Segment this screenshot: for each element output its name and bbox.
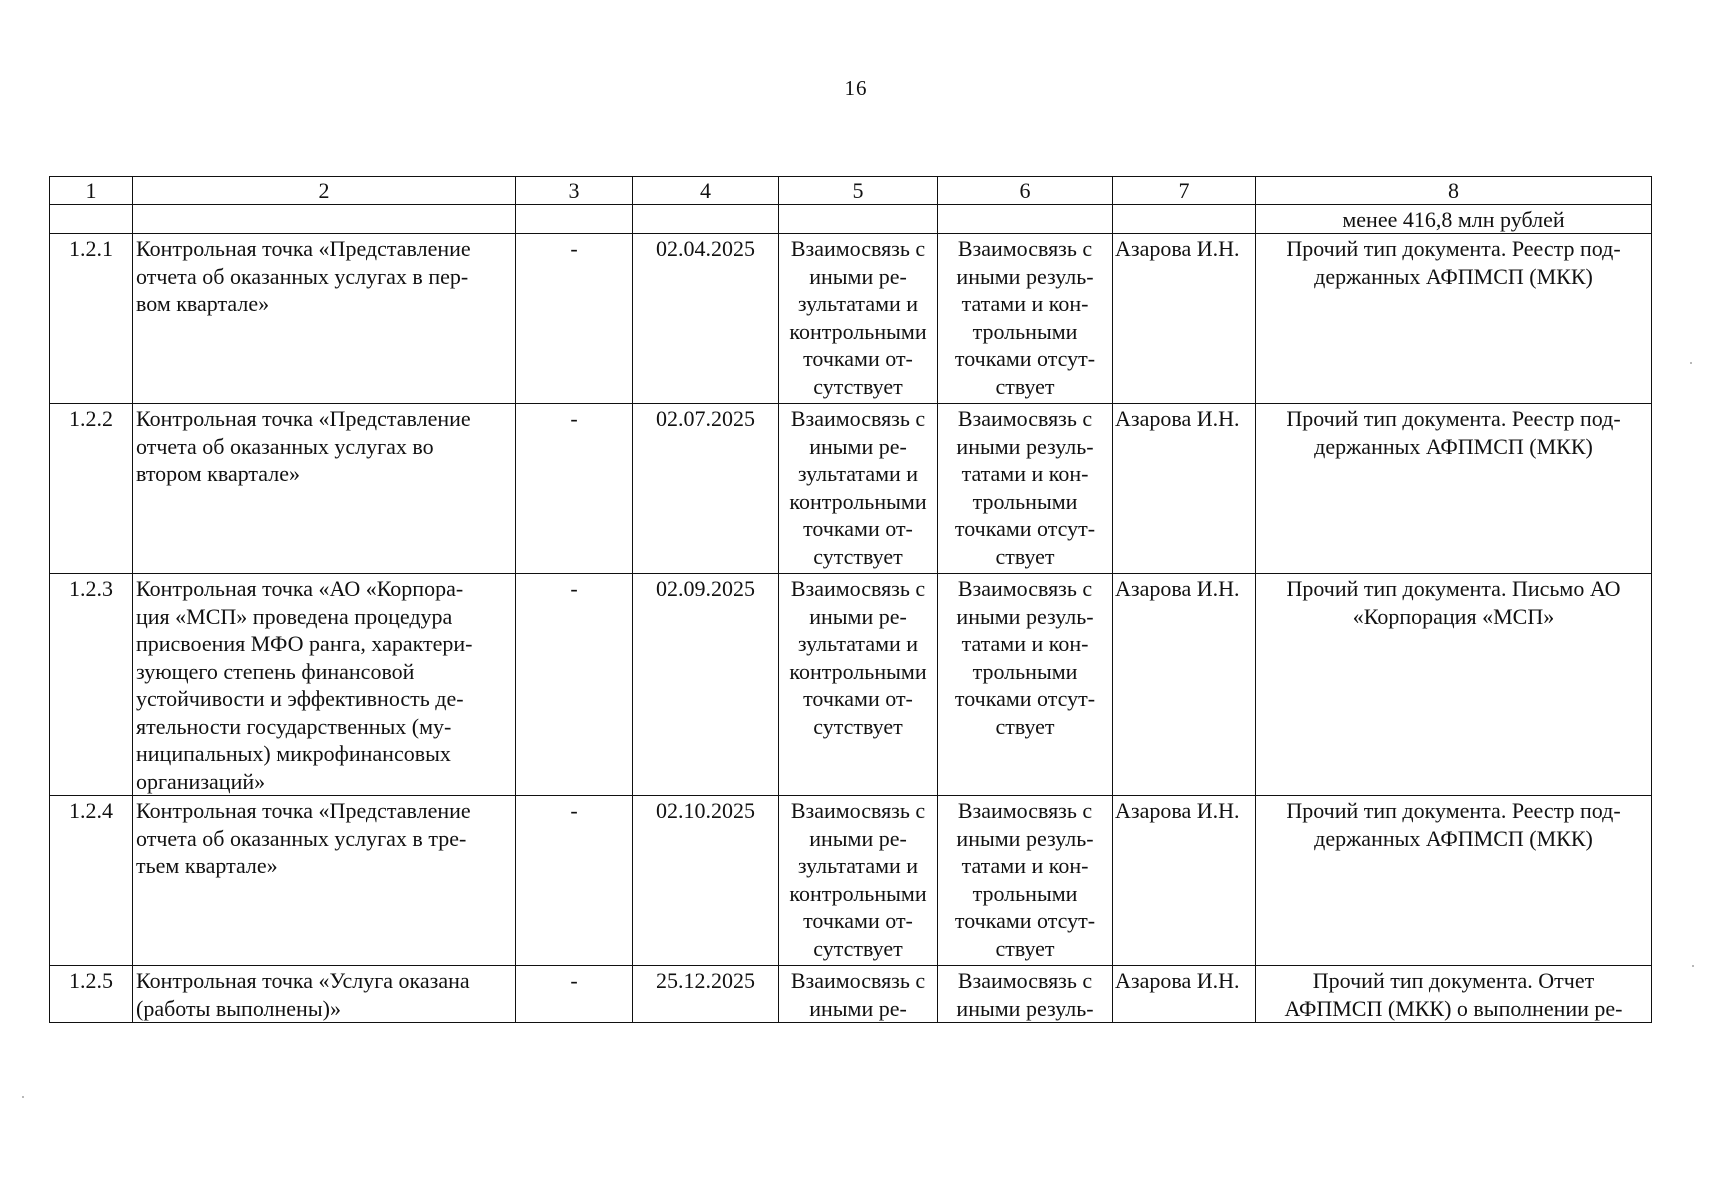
cell-responsible: Азарова И.Н. [1113, 966, 1256, 1023]
cell-name [133, 205, 516, 234]
table-row [50, 796, 1652, 966]
table-body [50, 205, 1652, 1023]
column-header-6: 6 [938, 177, 1113, 205]
scan-speck [1692, 965, 1694, 967]
cell-relation-1: Взаимосвязь с иными ре- зультатами и контрольными точками от- сутствует [779, 404, 938, 574]
cell-date [633, 205, 779, 234]
cell-date: 25.12.2025 [633, 966, 779, 1023]
cell-relation-2: Взаимосвязь с иными резуль- татами и кон- трольными точками отсут- ствует [938, 574, 1113, 796]
cell-col3: - [516, 574, 633, 796]
cell-document: Прочий тип документа. Отчет АФПМСП (МКК) о выполнении ре- [1256, 966, 1652, 1023]
cell-relation-2: Взаимосвязь с иными резуль- татами и кон- трольными точками отсут- ствует [938, 234, 1113, 404]
cell-col3: - [516, 404, 633, 574]
table-row [50, 234, 1652, 404]
header-row [50, 177, 1652, 205]
cell-responsible: Азарова И.Н. [1113, 796, 1256, 966]
control-points-table [49, 176, 1652, 1023]
cell-relation-2 [938, 205, 1113, 234]
cell-responsible: Азарова И.Н. [1113, 234, 1256, 404]
column-header-4: 4 [633, 177, 779, 205]
cell-date: 02.09.2025 [633, 574, 779, 796]
cell-relation-1: Взаимосвязь с иными ре- [779, 966, 938, 1023]
table-row [50, 404, 1652, 574]
cell-number: 1.2.2 [50, 404, 133, 574]
cell-name: Контрольная точка «АО «Корпора- ция «МСП» проведена процедура присвоения МФО ранга, характери- зующего степень финансовой устойчивости и эффективность де- ятельности государственных (му- ниципальных) микрофинансовых организаций» [133, 574, 516, 796]
cell-responsible: Азарова И.Н. [1113, 404, 1256, 574]
scan-speck [1690, 362, 1692, 364]
cell-date: 02.10.2025 [633, 796, 779, 966]
cell-relation-1: Взаимосвязь с иными ре- зультатами и контрольными точками от- сутствует [779, 796, 938, 966]
scan-speck [22, 1096, 24, 1098]
table-row [50, 574, 1652, 796]
cell-relation-2: Взаимосвязь с иными резуль- татами и кон- трольными точками отсут- ствует [938, 404, 1113, 574]
cell-relation-2: Взаимосвязь с иными резуль- татами и кон- трольными точками отсут- ствует [938, 796, 1113, 966]
table-row [50, 966, 1652, 1023]
cell-document: менее 416,8 млн рублей [1256, 205, 1652, 234]
cell-name: Контрольная точка «Представление отчета об оказанных услугах в пер- вом квартале» [133, 234, 516, 404]
cell-number: 1.2.3 [50, 574, 133, 796]
cell-responsible [1113, 205, 1256, 234]
page-number: 16 [844, 76, 868, 100]
column-header-5: 5 [779, 177, 938, 205]
column-header-8: 8 [1256, 177, 1652, 205]
column-header-2: 2 [133, 177, 516, 205]
cell-name: Контрольная точка «Представление отчета об оказанных услугах в тре- тьем квартале» [133, 796, 516, 966]
cell-number: 1.2.4 [50, 796, 133, 966]
cell-col3: - [516, 234, 633, 404]
cell-col3: - [516, 796, 633, 966]
cell-relation-2: Взаимосвязь с иными резуль- [938, 966, 1113, 1023]
column-header-7: 7 [1113, 177, 1256, 205]
cell-date: 02.04.2025 [633, 234, 779, 404]
cell-document: Прочий тип документа. Реестр под- держанных АФПМСП (МКК) [1256, 404, 1652, 574]
cell-col3: - [516, 966, 633, 1023]
column-header-3: 3 [516, 177, 633, 205]
cell-relation-1: Взаимосвязь с иными ре- зультатами и контрольными точками от- сутствует [779, 234, 938, 404]
cell-document: Прочий тип документа. Реестр под- держанных АФПМСП (МКК) [1256, 796, 1652, 966]
cell-relation-1: Взаимосвязь с иными ре- зультатами и контрольными точками от- сутствует [779, 574, 938, 796]
cell-number [50, 205, 133, 234]
column-header-1: 1 [50, 177, 133, 205]
cell-responsible: Азарова И.Н. [1113, 574, 1256, 796]
cell-name: Контрольная точка «Представление отчета об оказанных услугах во втором квартале» [133, 404, 516, 574]
cell-number: 1.2.5 [50, 966, 133, 1023]
cell-number: 1.2.1 [50, 234, 133, 404]
table-header [50, 177, 1652, 205]
cell-document: Прочий тип документа. Письмо АО «Корпорация «МСП» [1256, 574, 1652, 796]
cell-relation-1 [779, 205, 938, 234]
cell-col3 [516, 205, 633, 234]
continuation-row [50, 205, 1652, 234]
cell-document: Прочий тип документа. Реестр под- держанных АФПМСП (МКК) [1256, 234, 1652, 404]
cell-name: Контрольная точка «Услуга оказана (работы выполнены)» [133, 966, 516, 1023]
cell-date: 02.07.2025 [633, 404, 779, 574]
